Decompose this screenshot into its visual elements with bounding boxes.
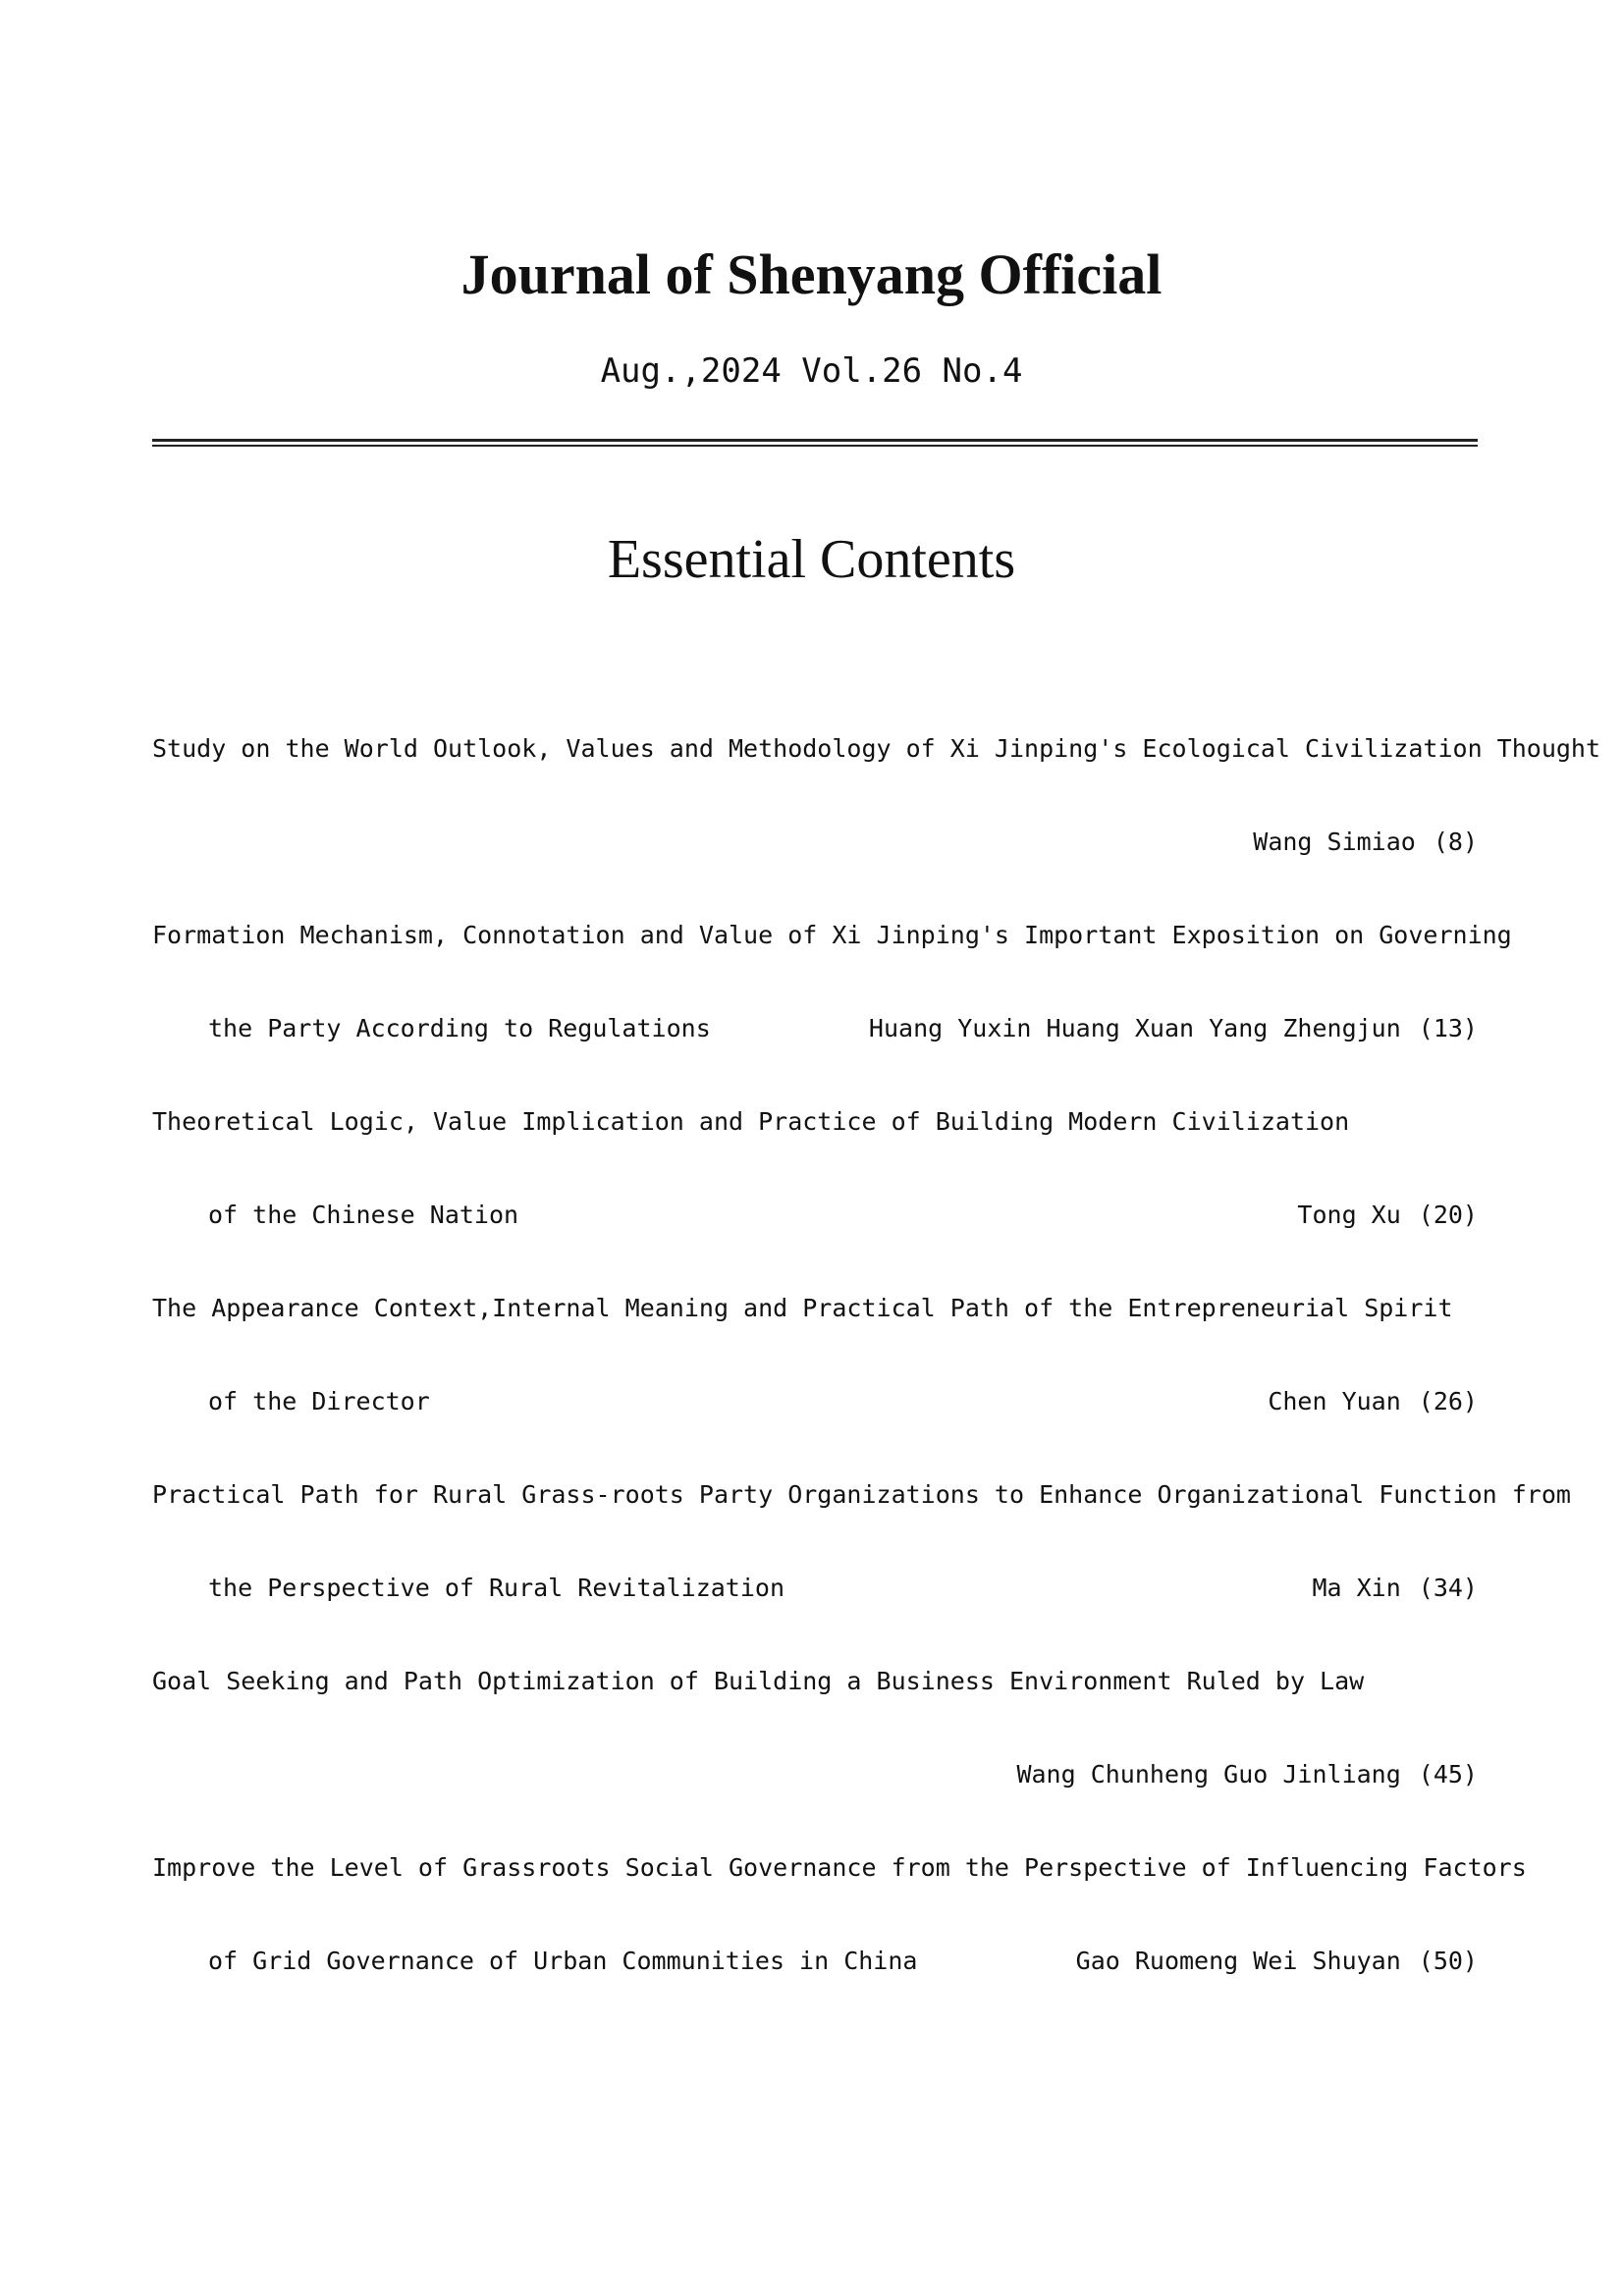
toc-entry-title-continued: the Party According to Regulations — [208, 1014, 711, 1042]
toc-entry-5-line-1 — [152, 1470, 1571, 1520]
toc-entry-authors: Wang Chunheng Guo Jinliang — [1016, 1760, 1401, 1789]
toc-entry-6-line-1 — [152, 1657, 1478, 1706]
toc-entry-byline — [869, 1004, 1478, 1053]
toc-entry-title-continued: of the Chinese Nation — [208, 1201, 519, 1229]
toc-entry-title: The Appearance Context,Internal Meaning and Practical Path of the Entrepreneurial Spirit — [152, 1294, 1453, 1322]
toc-entry-title: Practical Path for Rural Grass-roots Party Organizations to Enhance Organizational Function from — [152, 1480, 1571, 1509]
toc-entry-byline — [1076, 1937, 1478, 1986]
toc-entry-byline — [1297, 1191, 1478, 1240]
toc-entry-page: (13) — [1418, 1014, 1478, 1042]
toc-entry-title: Formation Mechanism, Connotation and Value of Xi Jinping's Important Exposition on Governing — [152, 921, 1512, 949]
toc-entry-7-line-1 — [152, 1843, 1527, 1893]
toc-entry-1-line-1 — [152, 724, 1601, 774]
toc-entry-title-continued: of Grid Governance of Urban Communities in China — [208, 1947, 918, 1975]
toc-entry-title: Study on the World Outlook, Values and Methodology of Xi Jinping's Ecological Civilization Thought — [152, 734, 1601, 763]
toc-entry-authors: Chen Yuan — [1268, 1387, 1401, 1415]
toc-entry-4-line-1 — [152, 1284, 1478, 1333]
toc-entry-3-line-2 — [208, 1191, 1478, 1240]
toc-entry-page: (8) — [1433, 828, 1478, 856]
toc-entry-7-line-2 — [208, 1937, 1478, 1986]
toc-entry-4-line-2 — [208, 1377, 1478, 1426]
toc-entry-page: (34) — [1418, 1574, 1478, 1602]
toc-entry-title: Improve the Level of Grassroots Social Governance from the Perspective of Influencing Factors — [152, 1853, 1527, 1882]
toc-entry-6-line-2 — [152, 1750, 1478, 1799]
toc-entry-page: (50) — [1418, 1947, 1478, 1975]
toc-entry-authors: Tong Xu — [1297, 1201, 1401, 1229]
toc-entry-2-line-1 — [152, 911, 1512, 960]
toc-entry-byline — [1016, 1750, 1478, 1799]
toc-entry-byline — [1312, 1564, 1478, 1613]
toc-entry-title: Goal Seeking and Path Optimization of Building a Business Environment Ruled by Law — [152, 1667, 1365, 1695]
issue-info: Aug.,2024 Vol.26 No.4 — [600, 351, 1023, 391]
toc-entry-byline — [1253, 818, 1478, 867]
toc-entry-title-continued: the Perspective of Rural Revitalization — [208, 1574, 784, 1602]
toc-entry-2-line-2 — [208, 1004, 1478, 1053]
toc-entry-authors: Ma Xin — [1312, 1574, 1401, 1602]
toc-entry-page: (45) — [1418, 1760, 1478, 1789]
toc-entry-title: Theoretical Logic, Value Implication and Practice of Building Modern Civilization — [152, 1107, 1350, 1136]
toc-entry-page: (26) — [1418, 1387, 1478, 1415]
toc-entry-title-continued: of the Director — [208, 1387, 430, 1415]
toc-entry-byline — [1268, 1377, 1478, 1426]
journal-title: Journal of Shenyang Official — [460, 242, 1163, 306]
toc-entry-page: (20) — [1418, 1201, 1478, 1229]
toc-entry-authors: Gao Ruomeng Wei Shuyan — [1075, 1947, 1401, 1975]
toc-entry-authors: Huang Yuxin Huang Xuan Yang Zhengjun — [868, 1014, 1401, 1042]
toc-entry-1-line-2 — [152, 818, 1478, 867]
section-heading: Essential Contents — [607, 529, 1016, 590]
toc-entry-authors: Wang Simiao — [1253, 828, 1416, 856]
toc-entry-3-line-1 — [152, 1097, 1478, 1147]
toc-entry-5-line-2 — [208, 1564, 1478, 1613]
